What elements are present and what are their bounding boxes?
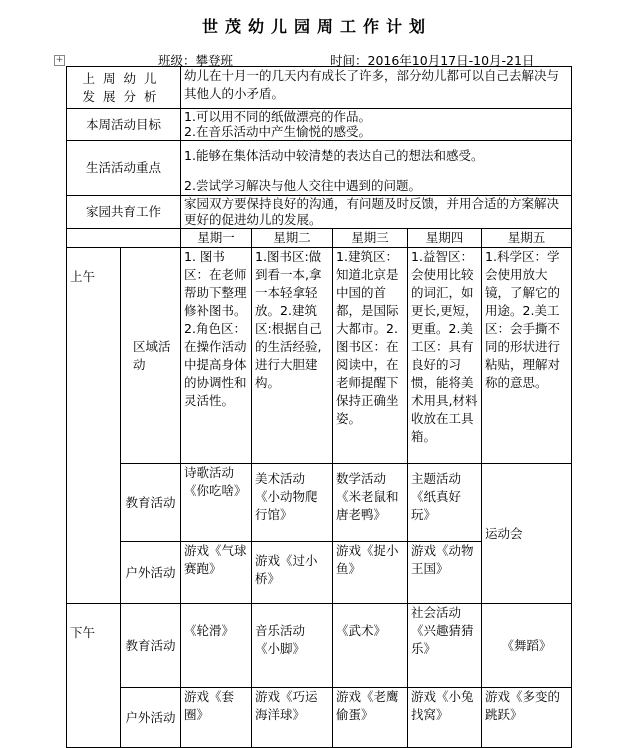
weekday-tue: 星期二 xyxy=(252,229,333,248)
class-label: 班级： xyxy=(158,53,196,68)
afternoon-outdoor-tue[interactable]: 游戏《巧运海洋球》 xyxy=(252,688,333,748)
morning-label: 上午 xyxy=(67,248,121,604)
row-last-week xyxy=(67,67,572,109)
morning-outdoor-wed[interactable]: 游戏《捉小鱼》 xyxy=(333,542,408,604)
afternoon-edu-thu[interactable]: 社会活动《兴趣猜猜乐》 xyxy=(408,604,482,688)
goals-content[interactable]: 1.可以用不同的纸做漂亮的作品。 2.在音乐活动中产生愉悦的感受。 xyxy=(181,109,572,141)
life-label: 生活活动重点 xyxy=(67,141,181,196)
row-afternoon-outdoor xyxy=(67,688,572,748)
weekday-fri: 星期五 xyxy=(482,229,572,248)
morning-outdoor-thu[interactable]: 游戏《动物王国》 xyxy=(408,542,482,604)
weekly-plan-table xyxy=(66,66,572,748)
afternoon-edu-mon[interactable]: 《轮滑》 xyxy=(181,604,252,688)
class-name: 攀登班 xyxy=(195,53,234,68)
header-blank xyxy=(67,229,181,248)
morning-outdoor-tue[interactable]: 游戏《过小桥》 xyxy=(252,542,333,604)
afternoon-outdoor-mon[interactable]: 游戏《套圈》 xyxy=(181,688,252,748)
weekday-thu: 星期四 xyxy=(408,229,482,248)
area-tue[interactable]: 1.图书区:做到看一本,拿一本轻拿轻放。2.建筑区:根据自己的生活经验,进行大胆建构。 xyxy=(252,248,333,464)
table-move-handle-icon[interactable]: + xyxy=(55,55,64,65)
goals-label: 本周活动目标 xyxy=(67,109,181,141)
afternoon-outdoor-label: 户外活动 xyxy=(121,688,181,748)
area-mon[interactable]: 1. 图书区：在老师帮助下整理修补图书。2.角色区：在操作活动中提高身体的协调性和灵活性。 xyxy=(181,248,252,464)
morning-edu-label: 教育活动 xyxy=(121,464,181,542)
morning-fri-sports[interactable]: 运动会 xyxy=(482,464,572,604)
time-range: 时间：2016年10月17日-10月-21日 xyxy=(330,53,535,68)
home-label: 家园共育工作 xyxy=(67,196,181,229)
morning-edu-thu[interactable]: 主题活动《纸真好玩》 xyxy=(408,464,482,542)
weekday-mon: 星期一 xyxy=(181,229,252,248)
afternoon-edu-wed[interactable]: 《武术》 xyxy=(333,604,408,688)
morning-edu-mon[interactable]: 诗歌活动《你吃啥》 xyxy=(181,464,252,542)
life-content[interactable]: 1.能够在集体活动中较清楚的表达自己的想法和感受。 2.尝试学习解决与他人交往中遇到的问题。 xyxy=(181,141,572,196)
row-afternoon-edu xyxy=(67,604,572,688)
afternoon-edu-label: 教育活动 xyxy=(121,604,181,688)
afternoon-outdoor-fri[interactable]: 游戏《多变的跳跃》 xyxy=(482,688,572,748)
area-wed[interactable]: 1.建筑区：知道北京是中国的首都，是国际大都市。2.图书区：在阅读中，在老师提醒下保持正确坐姿。 xyxy=(333,248,408,464)
afternoon-edu-tue[interactable]: 音乐活动《小脚》 xyxy=(252,604,333,688)
morning-outdoor-label: 户外活动 xyxy=(121,542,181,604)
row-life xyxy=(67,141,572,196)
row-morning-edu xyxy=(67,464,572,542)
area-label: 区域活动 xyxy=(121,248,181,464)
area-thu[interactable]: 1.益智区：会使用比较的词汇，如更长,更短，更重。2.美工区：具有良好的习惯，能将美术用具,材料收放在工具箱。 xyxy=(408,248,482,464)
row-home xyxy=(67,196,572,229)
document-title: 世茂幼儿园周工作计划 xyxy=(201,17,432,36)
weekday-wed: 星期三 xyxy=(333,229,408,248)
morning-outdoor-mon[interactable]: 游戏《气球赛跑》 xyxy=(181,542,252,604)
area-fri[interactable]: 1.科学区：学会使用放大镜，了解它的用途。2.美工区：会手撕不同的形状进行粘贴，理解对称的意思。 xyxy=(482,248,572,464)
row-goals xyxy=(67,109,572,141)
row-morning-area xyxy=(67,248,572,464)
last-week-content[interactable]: 幼儿在十月一的几天内有成长了许多，部分幼儿都可以自己去解决与其他人的小矛盾。 xyxy=(181,67,572,109)
afternoon-outdoor-thu[interactable]: 游戏《小兔找窝》 xyxy=(408,688,482,748)
afternoon-label: 下午 xyxy=(67,604,121,748)
morning-edu-tue[interactable]: 美术活动《小动物爬行馆》 xyxy=(252,464,333,542)
afternoon-edu-fri[interactable]: 《舞蹈》 xyxy=(482,604,572,688)
home-content[interactable]: 家园双方要保持良好的沟通，有问题及时反馈，并用合适的方案解决更好的促进幼儿的发展。 xyxy=(181,196,572,229)
last-week-label: 上周幼儿 发展分析 xyxy=(67,67,181,109)
weekday-header-row xyxy=(67,229,572,248)
morning-edu-wed[interactable]: 数学活动《米老鼠和唐老鸭》 xyxy=(333,464,408,542)
afternoon-outdoor-wed[interactable]: 游戏《老鹰偷蛋》 xyxy=(333,688,408,748)
